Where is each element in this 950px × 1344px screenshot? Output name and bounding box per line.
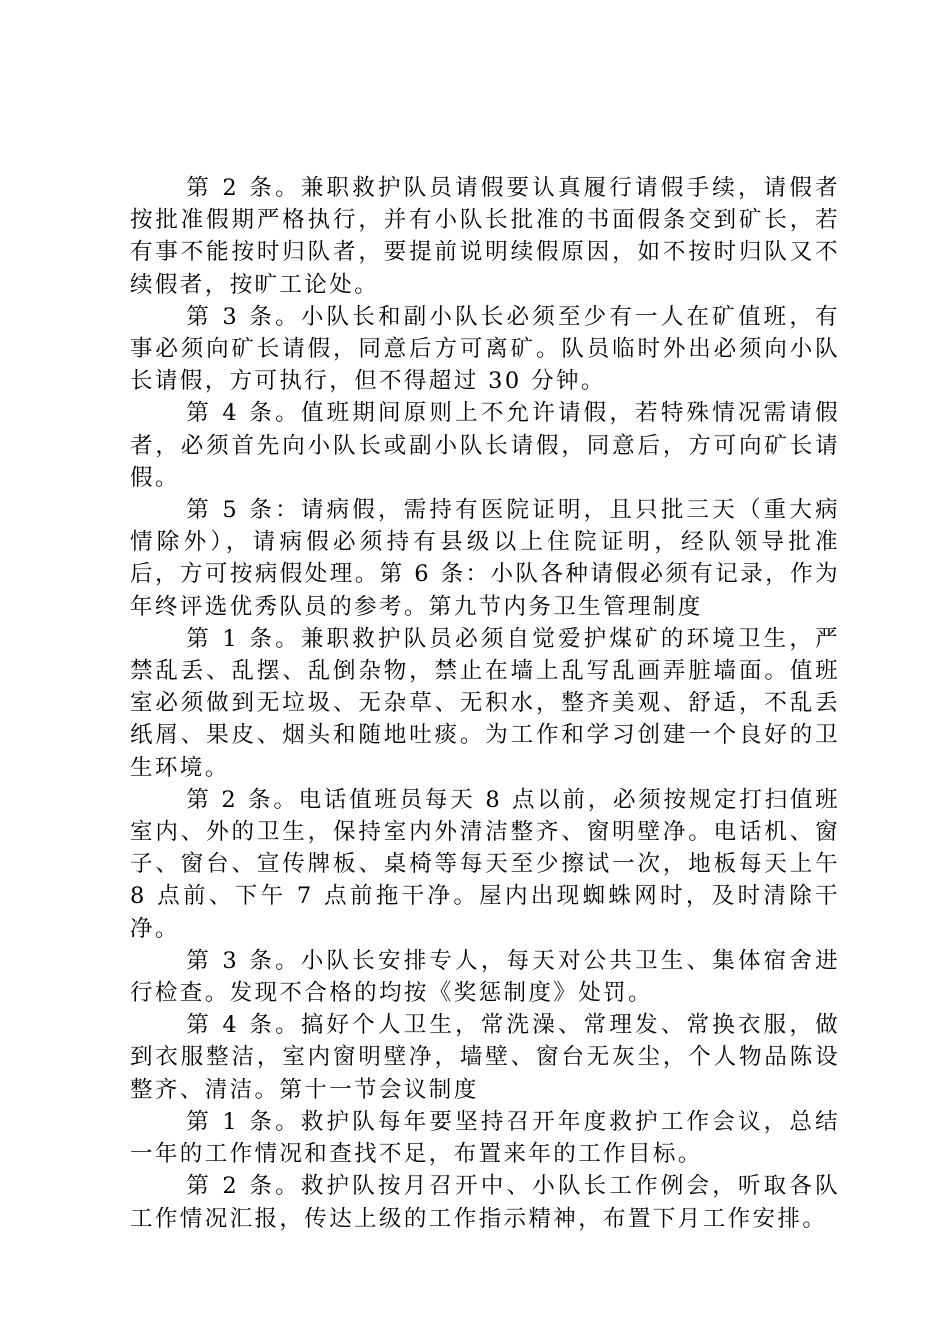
paragraph-environment-hygiene: 第 1 条。兼职救护队员必须自觉爱护煤矿的环境卫生，严禁乱丢、乱摆、乱倒杂物，禁止在墙上乱写乱画弄脏墙面。值班室必须做到无垃圾、无杂草、无积水，整齐美观、舒适，不乱丢纸屑、果皮、烟头和随地吐痰。为工作和学习创建一个良好的卫生环境。 xyxy=(130,625,840,781)
paragraph-monthly-meeting: 第 2 条。救护队按月召开中、小队长工作例会，听取各队工作情况汇报，传达上级的工作指示精神，布置下月工作安排。 xyxy=(130,1173,840,1232)
paragraph-leave-procedure: 第 2 条。兼职救护队员请假要认真履行请假手续，请假者按批准假期严格执行，并有小队长批准的书面假条交到矿长，若有事不能按时归队者，要提前说明续假原因，如不按时归队又不续假者，按旷工论处。 xyxy=(130,175,840,298)
paragraph-squad-leader-duty: 第 3 条。小队长和副小队长必须至少有一人在矿值班，有事必须向矿长请假，同意后方可离矿。队员临时外出必须向小队长请假，方可执行，但不得超过 30 分钟。 xyxy=(130,303,840,395)
paragraph-on-duty-leave: 第 4 条。值班期间原则上不允许请假，若特殊情况需请假者，必须首先向小队长或副小队长请假，同意后，方可向矿长请假。 xyxy=(130,400,840,491)
paragraph-sick-leave: 第 5 条：请病假，需持有医院证明，且只批三天（重大病情除外），请病假必须持有县级以上住院证明，经队领导批准后，方可按病假处理。第 6 条：小队各种请假必须有记录，作为年终评选优秀队员的参考。第九节内务卫生管理制度 xyxy=(130,497,840,620)
document-body xyxy=(130,172,840,1235)
paragraph-annual-meeting: 第 1 条。救护队每年要坚持召开年度救护工作会议，总结一年的工作情况和查找不足，布置来年的工作目标。 xyxy=(130,1108,840,1168)
paragraph-personal-hygiene: 第 4 条。搞好个人卫生，常洗澡、常理发、常换衣服，做到衣服整洁，室内窗明壁净，墙壁、窗台无灰尘，个人物品陈设整齐、清洁。第十一节会议制度 xyxy=(130,1012,840,1103)
paragraph-duty-cleaning: 第 2 条。电话值班员每天 8 点以前，必须按规定打扫值班室内、外的卫生，保持室内外清洁整齐、窗明壁净。电话机、窗子、窗台、宣传牌板、桌椅等每天至少擦试一次，地板每天上午 8 点前、下午 7 点前拖干净。屋内出现蜘蛛网时，及时清除干净。 xyxy=(130,786,840,942)
paragraph-hygiene-inspection: 第 3 条。小队长安排专人，每天对公共卫生、集体宿舍进行检查。发现不合格的均按《奖惩制度》处罚。 xyxy=(130,947,840,1007)
